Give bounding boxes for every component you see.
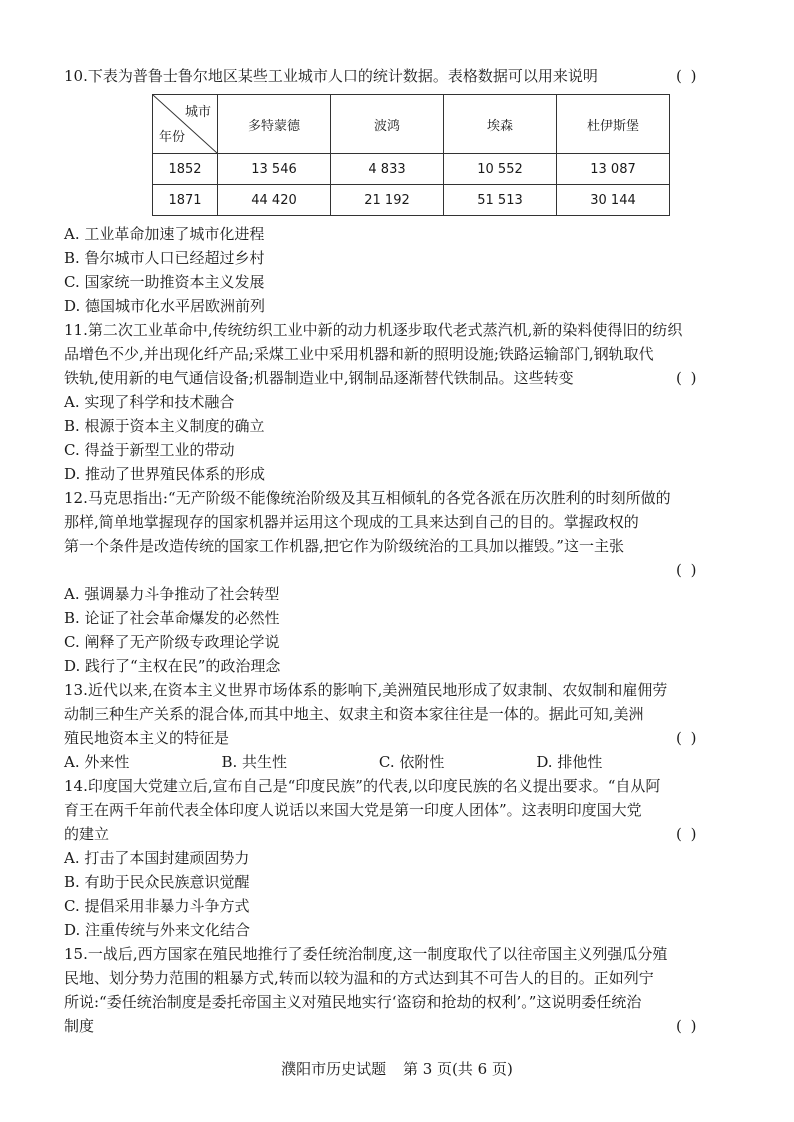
option-d: D. 注重传统与外来文化结合 xyxy=(64,921,251,939)
option-b: B. 根源于资本主义制度的确立 xyxy=(64,417,265,435)
option-a: A. 打击了本国封建顽固势力 xyxy=(64,849,250,867)
question-13 xyxy=(64,678,720,774)
table-column-header: 多特蒙德 xyxy=(218,95,331,154)
question-stem-text: 殖民地资本主义的特征是 xyxy=(64,729,230,747)
answer-paren: ( ) xyxy=(676,1017,699,1035)
option-c: C. 阐释了无产阶级专政理论学说 xyxy=(64,633,280,651)
table-column-header: 杜伊斯堡 xyxy=(557,95,670,154)
option-c: C. 提倡采用非暴力斗争方式 xyxy=(64,897,250,915)
table-row-year: 1852 xyxy=(153,154,218,185)
table-header-row xyxy=(153,95,670,154)
question-11 xyxy=(64,318,720,486)
option-b: B. 共生性 xyxy=(221,753,287,771)
option-a: A. 强调暴力斗争推动了社会转型 xyxy=(64,585,280,603)
question-stem-line: 动制三种生产关系的混合体,而其中地主、奴隶主和资本家往往是一体的。据此可知,美洲 xyxy=(64,705,644,723)
option-d: D. 排他性 xyxy=(536,753,603,771)
page-footer xyxy=(0,1058,794,1079)
option-d: D. 德国城市化水平居欧洲前列 xyxy=(64,297,266,315)
question-stem-line: 15.一战后,西方国家在殖民地推行了委任统治制度,这一制度取代了以往帝国主义列强瓜分殖 xyxy=(64,945,668,963)
option-b: B. 论证了社会革命爆发的必然性 xyxy=(64,609,280,627)
table-cell: 21 192 xyxy=(331,185,444,216)
question-15 xyxy=(64,942,720,1038)
question-stem-line: 育王在两千年前代表全体印度人说话以来国大党是第一印度人团体”。这表明印度国大党 xyxy=(64,801,642,819)
option-a: A. 实现了科学和技术融合 xyxy=(64,393,235,411)
option-c: C. 得益于新型工业的带动 xyxy=(64,441,235,459)
answer-paren: ( ) xyxy=(676,369,699,387)
option-c: C. 国家统一助推资本主义发展 xyxy=(64,273,265,291)
table-corner-cell xyxy=(153,95,218,154)
question-stem-text: 的建立 xyxy=(64,825,110,843)
question-10 xyxy=(64,64,720,318)
page-number: 第 3 页(共 6 页) xyxy=(402,1060,513,1078)
question-stem-line xyxy=(64,726,720,750)
table-cell: 30 144 xyxy=(557,185,670,216)
table-cell: 13 087 xyxy=(557,154,670,185)
table-cell: 13 546 xyxy=(218,154,331,185)
question-stem-line xyxy=(64,366,720,390)
option-a: A. 工业革命加速了城市化进程 xyxy=(64,225,265,243)
exam-title: 濮阳市历史试题 xyxy=(281,1060,387,1078)
table-column-header: 波鸿 xyxy=(331,95,444,154)
question-14 xyxy=(64,774,720,942)
table-cell: 51 513 xyxy=(444,185,557,216)
answer-paren: ( ) xyxy=(676,729,699,747)
question-stem-line: 第一个条件是改造传统的国家工作机器,把它作为阶级统治的工具加以摧毁。”这一主张 xyxy=(64,537,624,555)
table-cell: 10 552 xyxy=(444,154,557,185)
question-stem-line: 民地、划分势力范围的粗暴方式,转而以较为温和的方式达到其不可告人的目的。正如列宁 xyxy=(64,969,654,987)
question-stem-text: 10.下表为普鲁士鲁尔地区某些工业城市人口的统计数据。表格数据可以用来说明 xyxy=(64,67,598,85)
question-stem-line: 所说:“委任统治制度是委托帝国主义对殖民地实行‘盗窃和抢劫的权利’。”这说明委任统治 xyxy=(64,993,642,1011)
table-row xyxy=(153,154,670,185)
table-row-year: 1871 xyxy=(153,185,218,216)
question-stem-line: 11.第二次工业革命中,传统纺织工业中新的动力机逐步取代老式蒸汽机,新的染料使得旧的纺织 xyxy=(64,321,683,339)
question-stem-text: 铁轨,使用新的电气通信设备;机器制造业中,钢制品逐渐替代铁制品。这些转变 xyxy=(64,369,574,387)
question-stem-line: 14.印度国大党建立后,宣布自己是“印度民族”的代表,以印度民族的名义提出要求。“自从阿 xyxy=(64,777,661,795)
option-c: C. 依附性 xyxy=(378,753,445,771)
table-column-header: 埃森 xyxy=(444,95,557,154)
option-b: B. 鲁尔城市人口已经超过乡村 xyxy=(64,249,265,267)
question-stem-line: 品增色不少,并出现化纤产品;采煤工业中采用机器和新的照明设施;铁路运输部门,钢轨取代 xyxy=(64,345,654,363)
question-stem-text: 制度 xyxy=(64,1017,95,1035)
table-cell: 4 833 xyxy=(331,154,444,185)
question-10-stem xyxy=(64,64,720,88)
answer-paren: ( ) xyxy=(676,825,699,843)
option-d: D. 践行了“主权在民”的政治理念 xyxy=(64,657,281,675)
corner-label-year: 年份 xyxy=(159,130,186,145)
inline-options xyxy=(64,750,720,774)
question-stem-line xyxy=(64,822,720,846)
population-table xyxy=(152,94,670,216)
question-stem-line xyxy=(64,1014,720,1038)
option-d: D. 推动了世界殖民体系的形成 xyxy=(64,465,266,483)
table-row xyxy=(153,185,670,216)
question-stem-line: 13.近代以来,在资本主义世界市场体系的影响下,美洲殖民地形成了奴隶制、农奴制和雇佣劳 xyxy=(64,681,668,699)
corner-label-city: 城市 xyxy=(184,105,211,120)
table-cell: 44 420 xyxy=(218,185,331,216)
answer-paren: ( ) xyxy=(676,67,699,85)
question-stem-line: 那样,简单地掌握现存的国家机器并运用这个现成的工具来达到自己的目的。掌握政权的 xyxy=(64,513,639,531)
answer-paren-line xyxy=(64,558,720,582)
option-b: B. 有助于民众民族意识觉醒 xyxy=(64,873,250,891)
question-stem-line: 12.马克思指出:“无产阶级不能像统治阶级及其互相倾轧的各党各派在历次胜利的时刻所做的 xyxy=(64,489,671,507)
page-content xyxy=(64,64,720,1038)
question-12 xyxy=(64,486,720,678)
answer-paren: ( ) xyxy=(676,561,699,579)
option-a: A. 外来性 xyxy=(64,753,130,771)
